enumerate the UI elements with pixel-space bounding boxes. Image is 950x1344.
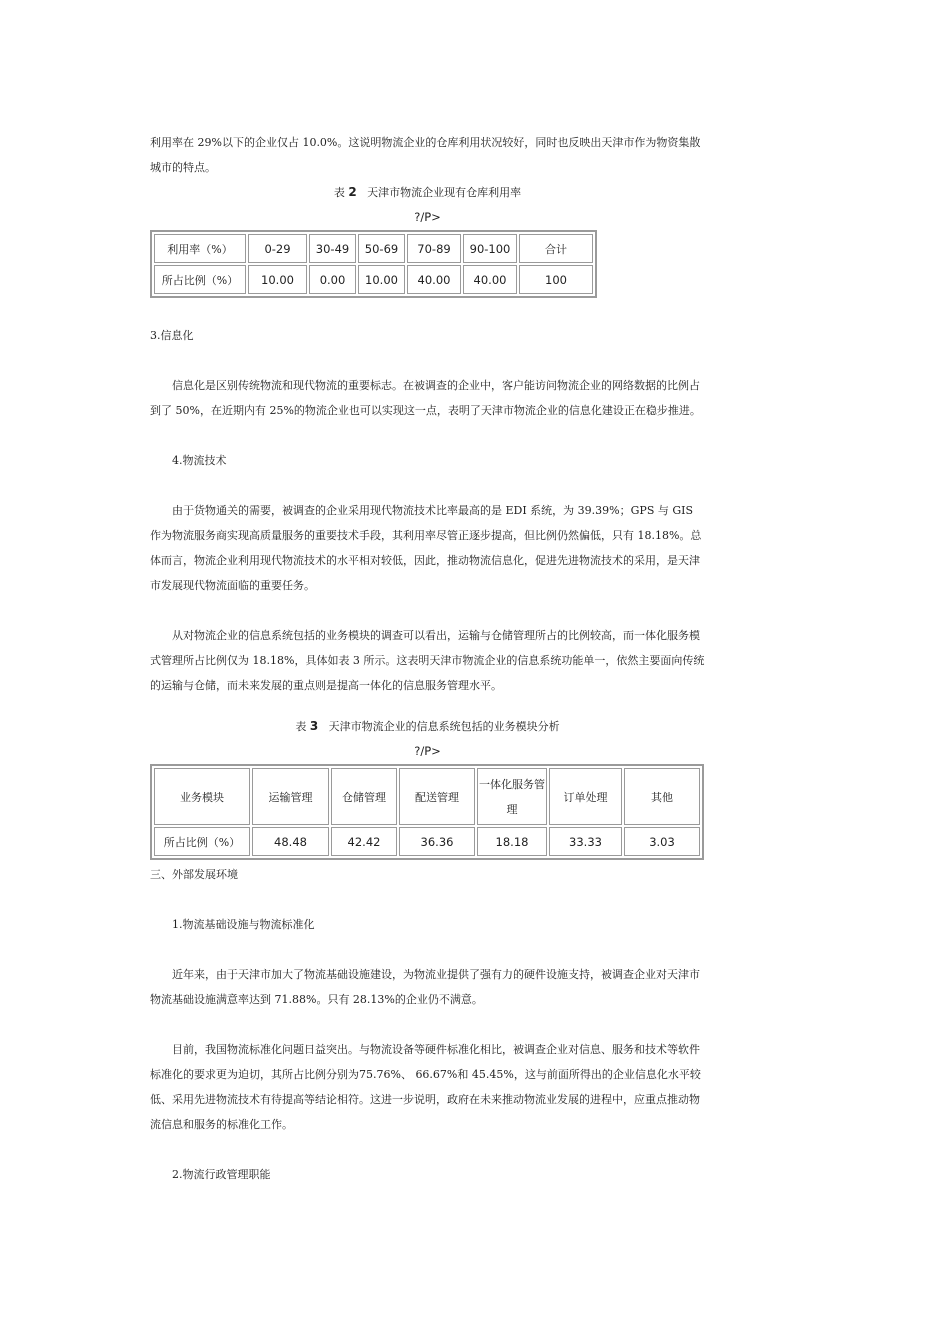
table3-data-cell: 48.48 bbox=[252, 827, 329, 856]
table2-caption-prefix: 表 bbox=[333, 186, 345, 199]
table2-data-cell: 所占比例（%） bbox=[154, 265, 246, 294]
section4-paragraph-2: 从对物流企业的信息系统包括的业务模块的调查可以看出，运输与仓储管理所占的比例较高，而一体化服务模式管理所占比例仅为 18.18%，具体如表 3 所示。这表明天津市物流企业的信息系统功能单一，依然主要面向传统的运输与仓储，而未来发展的重点则是提高一体化的信息服务管理水平。 bbox=[150, 629, 705, 692]
table2-header-cell: 70-89 bbox=[407, 234, 461, 263]
table2-header-cell: 50-69 bbox=[358, 234, 405, 263]
table3-header-cell: 一体化服务管理 bbox=[477, 768, 547, 825]
table2-data-cell: 100 bbox=[519, 265, 593, 294]
table3-data-cell: 42.42 bbox=[331, 827, 397, 856]
table3 bbox=[150, 764, 704, 860]
intro-paragraph: 利用率在 29%以下的企业仅占 10.0%。这说明物流企业的仓库利用状况较好，同时也反映出天津市作为物资集散城市的特点。 bbox=[150, 136, 701, 174]
table2 bbox=[150, 230, 597, 298]
table3-data-cell: 36.36 bbox=[399, 827, 475, 856]
table2-header-cell: 利用率（%） bbox=[154, 234, 246, 263]
table3-header-cell: 配送管理 bbox=[399, 768, 475, 825]
table3-header-row bbox=[154, 768, 700, 825]
table2-header-cell: 90-100 bbox=[463, 234, 517, 263]
table3-caption-num: 3 bbox=[309, 719, 319, 733]
table2-data-cell: 10.00 bbox=[358, 265, 405, 294]
table3-header-cell: 仓储管理 bbox=[331, 768, 397, 825]
subsection1-title: 1.物流基础设施与物流标准化 bbox=[172, 918, 315, 931]
table2-header-cell: 合计 bbox=[519, 234, 593, 263]
table2-subcaption: ?/P> bbox=[414, 210, 441, 224]
section3-title: 3.信息化 bbox=[150, 329, 194, 342]
part3-title: 三、外部发展环境 bbox=[150, 868, 238, 881]
table2-caption bbox=[150, 180, 705, 205]
table3-caption-text: 天津市物流企业的信息系统包括的业务模块分析 bbox=[328, 720, 560, 733]
section4-title: 4.物流技术 bbox=[172, 454, 227, 467]
table2-caption-num: 2 bbox=[348, 185, 357, 199]
table3-header-cell: 订单处理 bbox=[549, 768, 622, 825]
table2-caption-text: 天津市物流企业现有仓库利用率 bbox=[367, 186, 522, 199]
table2-data-cell: 40.00 bbox=[407, 265, 461, 294]
table2-header-row bbox=[154, 234, 593, 263]
table3-data-cell: 所占比例（%） bbox=[154, 827, 250, 856]
table2-data-cell: 0.00 bbox=[309, 265, 356, 294]
table3-header-cell: 运输管理 bbox=[252, 768, 329, 825]
table3-header-cell: 业务模块 bbox=[154, 768, 250, 825]
table3-caption-prefix: 表 bbox=[295, 720, 307, 733]
table3-caption bbox=[150, 714, 705, 739]
table2-header-cell: 0-29 bbox=[248, 234, 307, 263]
table3-data-cell: 33.33 bbox=[549, 827, 622, 856]
table3-header-cell: 其他 bbox=[624, 768, 700, 825]
table2-data-cell: 10.00 bbox=[248, 265, 307, 294]
subsection1-paragraph-2: 目前，我国物流标准化问题日益突出。与物流设备等硬件标准化相比，被调查企业对信息、服务和技术等软件标准化的要求更为迫切，其所占比例分别为75.76%、 66.67%和 45.45%，这与前面所得出的企业信息化水平较低、采用先进物流技术有待提高等结论相符。这进一步说明，政府在未来推动物流业发展的进程中，应重点推动物流信息和服务的标准化工作。 bbox=[150, 1043, 701, 1131]
subsection2-title: 2.物流行政管理职能 bbox=[172, 1168, 271, 1181]
subsection1-paragraph-1: 近年来，由于天津市加大了物流基础设施建设，为物流业提供了强有力的硬件设施支持，被调查企业对天津市物流基础设施满意率达到 71.88%。只有 28.13%的企业仍不满意。 bbox=[150, 968, 700, 1006]
section4-paragraph-1: 由于货物通关的需要，被调查的企业采用现代物流技术比率最高的是 EDI 系统，为 39.39%；GPS 与 GIS 作为物流服务商实现高质量服务的重要技术手段，其利用率尽管正逐步提高，但比例仍然偏低，只有 18.18%。总体而言，物流企业利用现代物流技术的水平相对较低，因此，推动物流信息化，促进先进物流技术的采用，是天津市发展现代物流面临的重要任务。 bbox=[150, 504, 702, 592]
table2-data-cell: 40.00 bbox=[463, 265, 517, 294]
table2-header-cell: 30-49 bbox=[309, 234, 356, 263]
section3-paragraph: 信息化是区别传统物流和现代物流的重要标志。在被调查的企业中，客户能访问物流企业的网络数据的比例占到了 50%，在近期内有 25%的物流企业也可以实现这一点，表明了天津市物流企业的信息化建设正在稳步推进。 bbox=[150, 379, 701, 417]
table3-data-cell: 3.03 bbox=[624, 827, 700, 856]
table3-subcaption: ?/P> bbox=[414, 744, 441, 758]
document-body bbox=[150, 130, 705, 1187]
table2-data-row bbox=[154, 265, 593, 294]
table3-data-cell: 18.18 bbox=[477, 827, 547, 856]
table3-data-row bbox=[154, 827, 700, 856]
